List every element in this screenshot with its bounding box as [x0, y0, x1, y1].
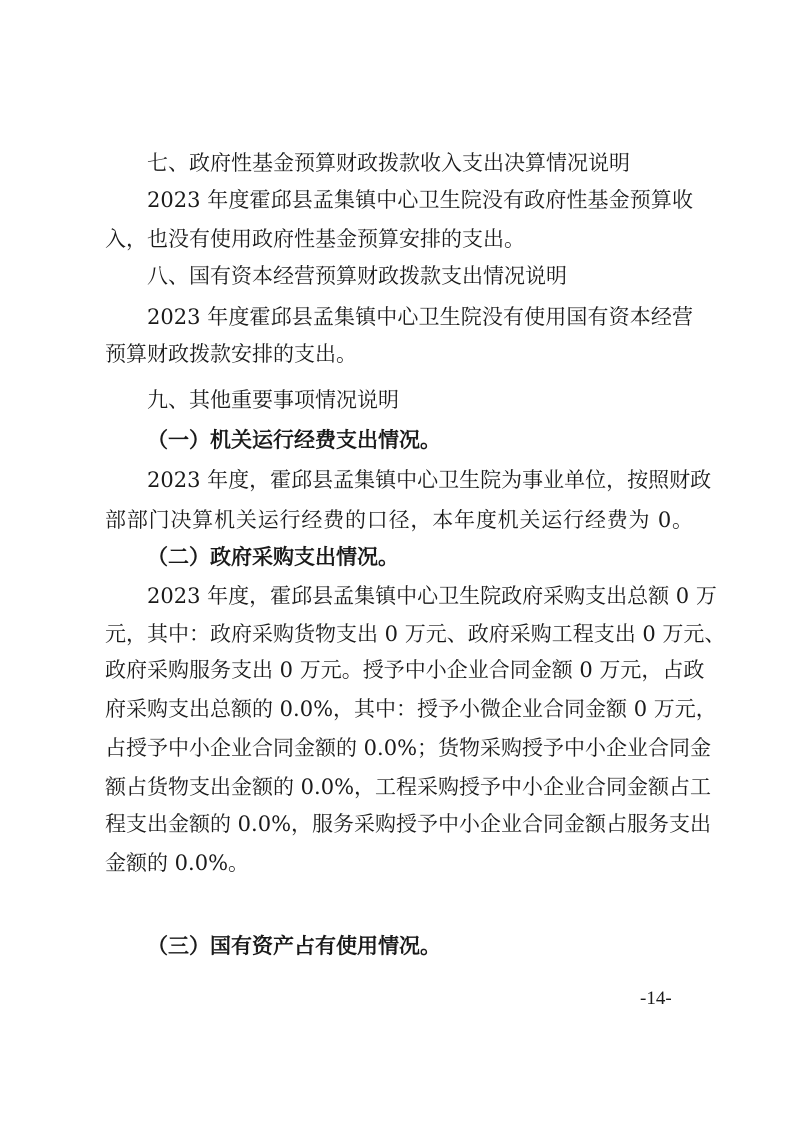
section-7-paragraph-line-1: 2023 年度霍邱县孟集镇中心卫生院没有政府性基金预算收: [147, 188, 693, 212]
subsection-2-paragraph-line-1: 2023 年度，霍邱县孟集镇中心卫生院政府采购支出总额 0 万: [147, 584, 717, 608]
page-number: -14-: [640, 988, 672, 1009]
section-7-paragraph-line-2: 入，也没有使用政府性基金预算安排的支出。: [105, 227, 525, 251]
subsection-2-paragraph-line-4: 府采购支出总额的 0.0%，其中：授予小微企业合同金额 0 万元，: [105, 697, 717, 721]
subsection-2-paragraph-line-3: 政府采购服务支出 0 万元。授予中小企业合同金额 0 万元，占政: [105, 658, 705, 682]
subsection-1-paragraph-line-2: 部部门决算机关运行经费的口径，本年度机关运行经费为 0。: [105, 508, 693, 532]
section-9-heading: 九、其他重要事项情况说明: [147, 388, 399, 412]
subsection-2-paragraph-line-8: 金额的 0.0%。: [105, 851, 250, 875]
section-8-heading: 八、国有资本经营预算财政拨款支出情况说明: [147, 264, 567, 288]
section-8-paragraph-line-2: 预算财政拨款安排的支出。: [105, 342, 357, 366]
subsection-1-heading: （一）机关运行经费支出情况。: [147, 428, 441, 452]
subsection-2-paragraph-line-7: 程支出金额的 0.0%，服务采购授予中小企业合同金额占服务支出: [105, 812, 712, 836]
subsection-1-paragraph-line-1: 2023 年度，霍邱县孟集镇中心卫生院为事业单位，按照财政: [147, 468, 712, 492]
subsection-3-heading: （三）国有资产占有使用情况。: [147, 934, 441, 958]
section-8-paragraph-line-1: 2023 年度霍邱县孟集镇中心卫生院没有使用国有资本经营: [147, 305, 693, 329]
subsection-2-paragraph-line-2: 元，其中：政府采购货物支出 0 万元、政府采购工程支出 0 万元、: [105, 622, 726, 646]
subsection-2-paragraph-line-6: 额占货物支出金额的 0.0%，工程采购授予中小企业合同金额占工: [105, 775, 712, 799]
section-7-heading: 七、政府性基金预算财政拨款收入支出决算情况说明: [147, 151, 630, 175]
subsection-2-paragraph-line-5: 占授予中小企业合同金额的 0.0%；货物采购授予中小企业合同金: [105, 736, 712, 760]
subsection-2-heading: （二）政府采购支出情况。: [147, 545, 399, 569]
